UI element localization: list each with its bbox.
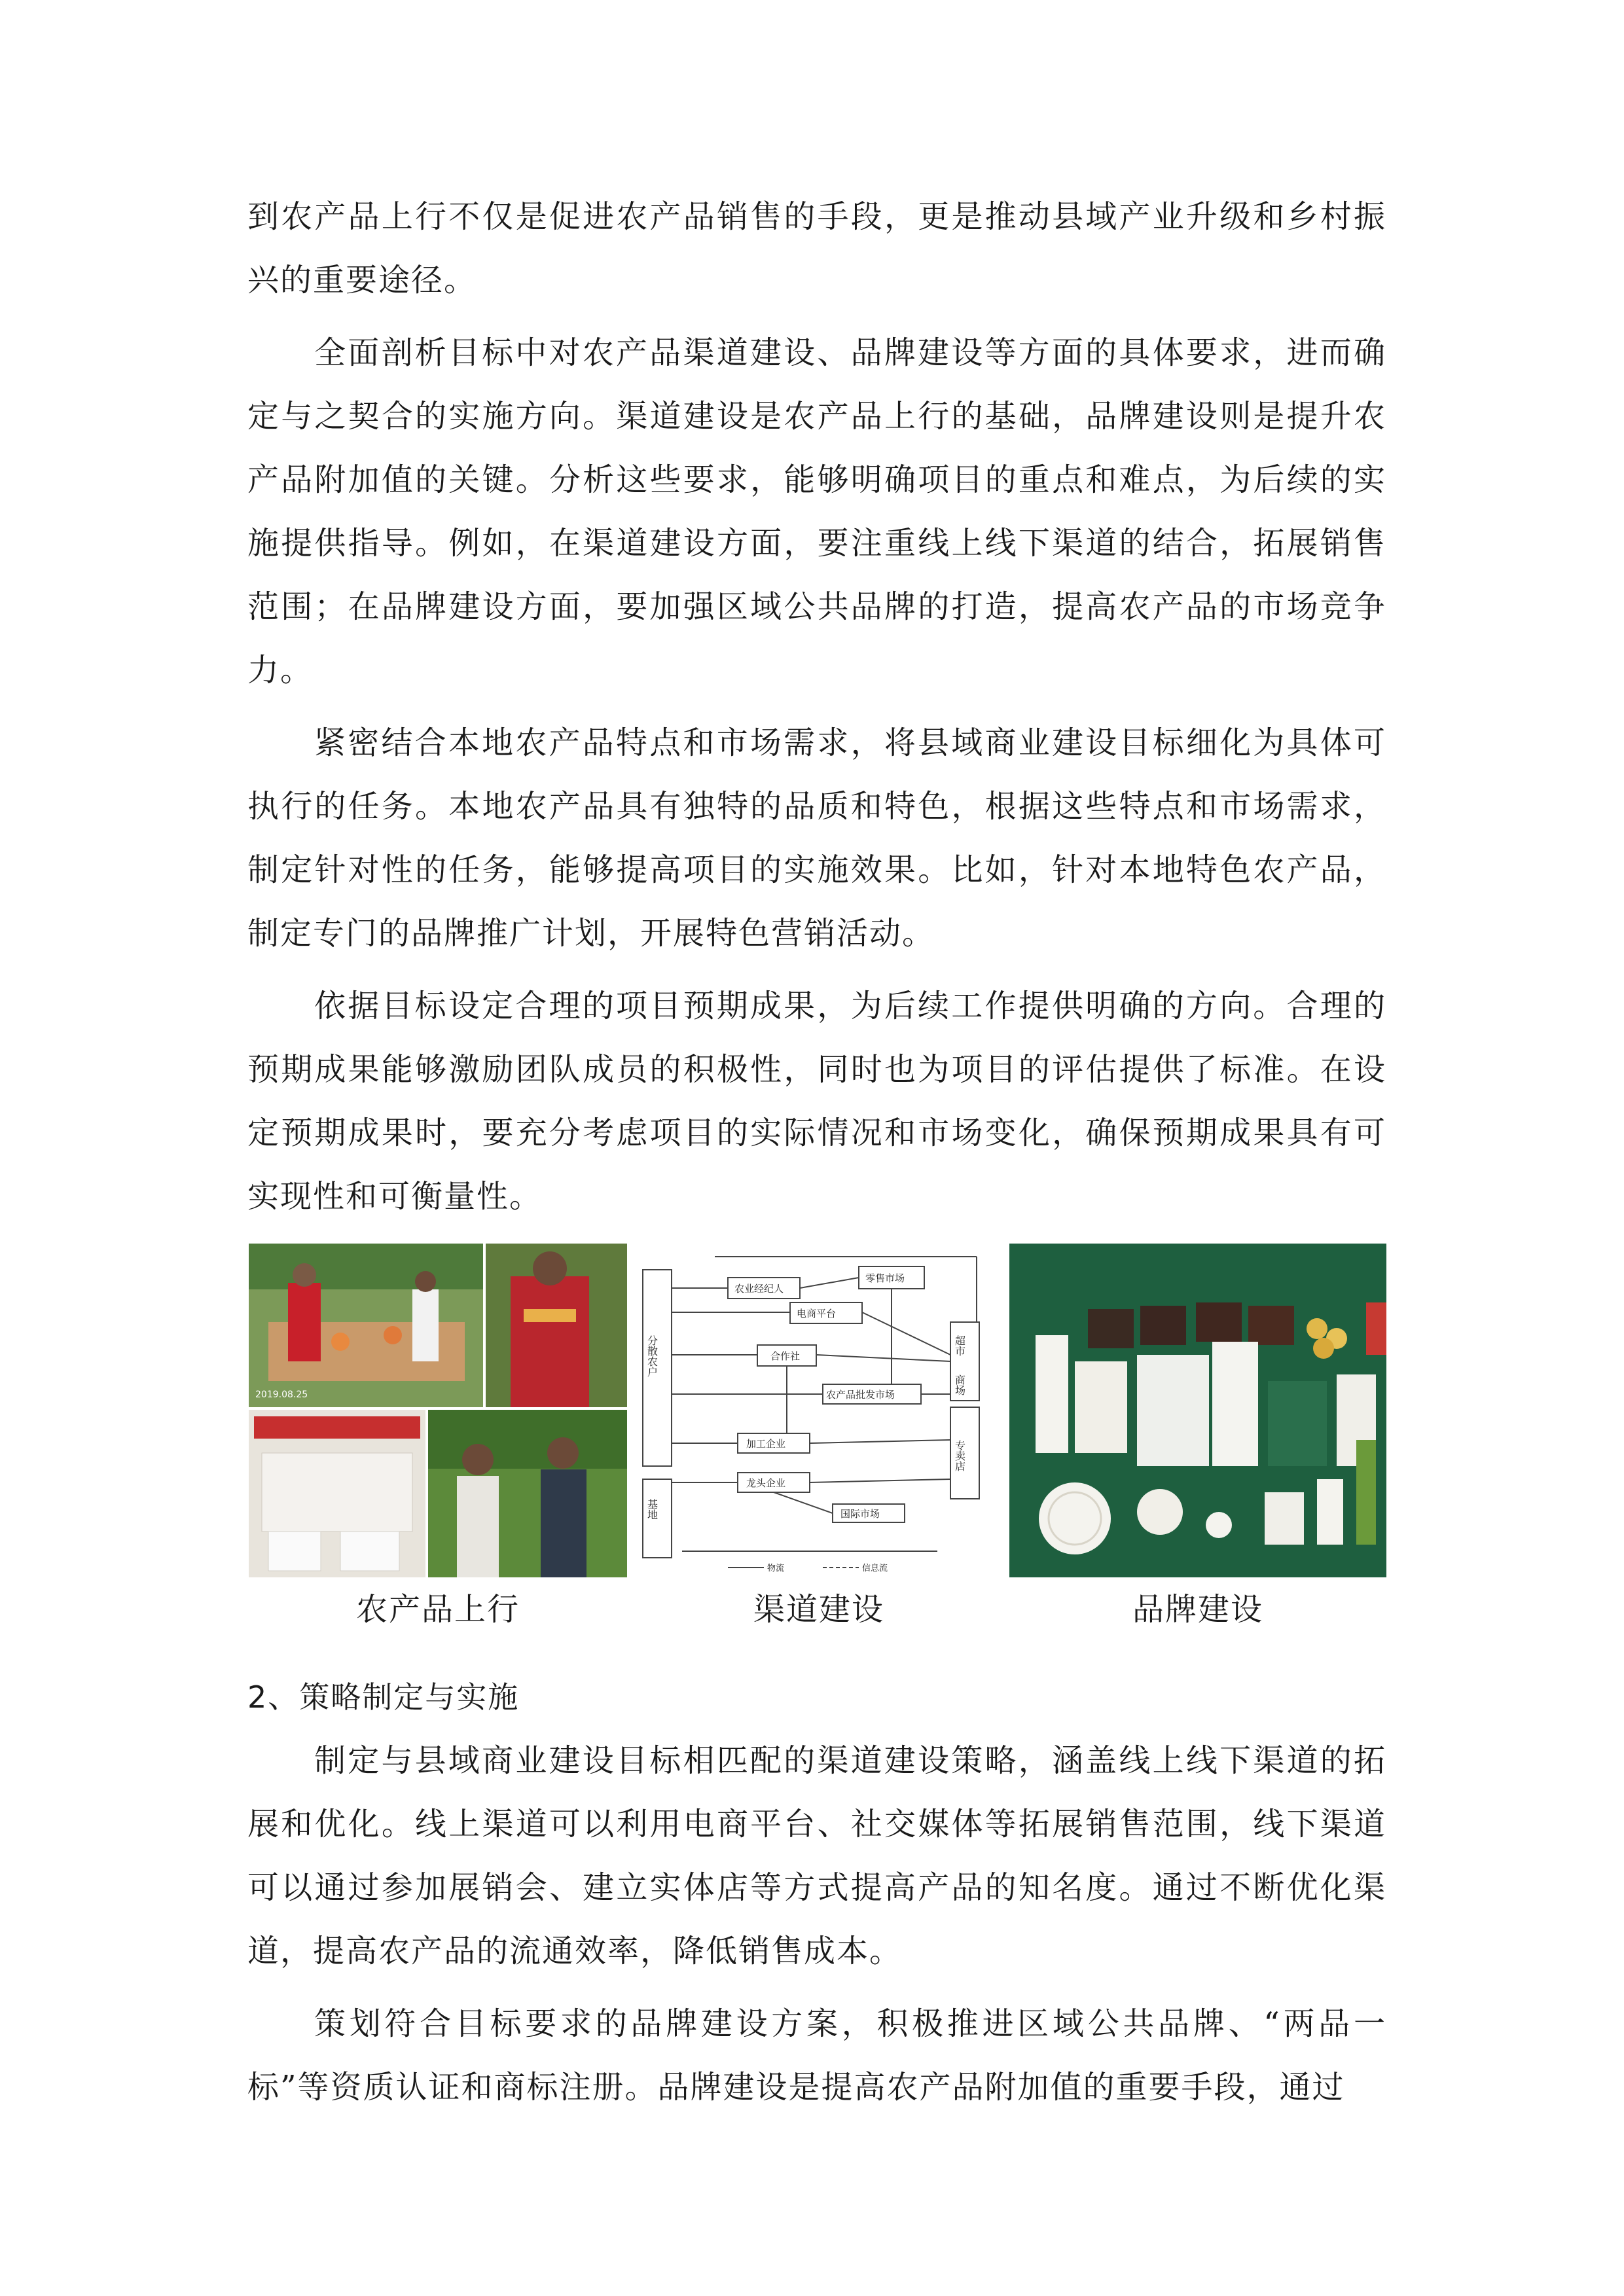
figure-strip [249, 1244, 1386, 1628]
brand-mockup [1009, 1244, 1386, 1577]
paragraph-continued: 到农产品上行不仅是促进农产品销售的手段，更是推动县域产业升级和乡村振兴的重要途径。 [247, 198, 1386, 298]
brand-mockup-image [1009, 1244, 1386, 1577]
diagram-node-broker: 农业经纪人 [734, 1283, 784, 1295]
photo-collage-image [249, 1244, 627, 1577]
flow-diagram-svg [630, 1244, 1008, 1577]
diagram-node-farmers: 分散农户 [645, 1335, 659, 1377]
diagram-node-retail: 零售市场 [865, 1272, 905, 1284]
diagram-node-ecommerce: 电商平台 [797, 1308, 837, 1319]
diagram-node-processing: 加工企业 [746, 1438, 786, 1450]
diagram-node-leading: 龙头企业 [746, 1477, 786, 1489]
paragraph-brand-plan: 策划符合目标要求的品牌建设方案，积极推进区域公共品牌、“两品一标”等资质认证和商标注册。品牌建设是提高农产品附加值的重要手段，通过 [247, 2005, 1386, 2106]
channel-flow-diagram [630, 1244, 1008, 1577]
section-heading: 2、策略制定与实施 [247, 1679, 520, 1715]
paragraph-outcomes: 依据目标设定合理的项目预期成果，为后续工作提供明确的方向。合理的预期成果能够激励团队成员的积极性，同时也为项目的评估提供了标准。在设定预期成果时，要充分考虑项目的实际情况和市场变化，确保预期成果具有可实现性和可衡量性。 [247, 988, 1386, 1215]
legend-logistics: 物流 [767, 1564, 785, 1573]
diagram-node-wholesale: 农产品批发市场 [826, 1389, 895, 1401]
diagram-node-specialty-store: 专卖店 [953, 1440, 966, 1471]
caption-agri-upstream: 农产品上行 [355, 1591, 520, 1628]
paragraph-tasks: 紧密结合本地农产品特点和市场需求，将县域商业建设目标细化为具体可执行的任务。本地农产品具有独特的品质和特色，根据这些特点和市场需求，制定针对性的任务，能够提高项目的实施效果。比如，针对本地特色农产品，制定专门的品牌推广计划，开展特色营销活动。 [247, 725, 1386, 952]
photo-date-stamp: 2019.08.25 [255, 1390, 308, 1400]
paragraph-requirements: 全面剖析目标中对农产品渠道建设、品牌建设等方面的具体要求，进而确定与之契合的实施方向。渠道建设是农产品上行的基础，品牌建设则是提升农产品附加值的关键。分析这些要求，能够明确项目的重点和难点，为后续的实施提供指导。例如，在渠道建设方面，要注重线上线下渠道的结合，拓展销售范围；在品牌建设方面，要加强区域公共品牌的打造，提高农产品的市场竞争力。 [247, 334, 1386, 689]
diagram-node-international: 国际市场 [840, 1508, 880, 1520]
diagram-node-base: 基地 [645, 1499, 659, 1520]
section-strategy [247, 1666, 1386, 2119]
caption-brand-building: 品牌建设 [1132, 1591, 1263, 1628]
paragraph-channel-strategy: 制定与县域商业建设目标相匹配的渠道建设策略，涵盖线上线下渠道的拓展和优化。线上渠道可以利用电商平台、社交媒体等拓展销售范围，线下渠道可以通过参加展销会、建立实体店等方式提高产品的知名度。通过不断优化渠道，提高农产品的流通效率，降低销售成本。 [247, 1742, 1386, 1969]
diagram-node-coop: 合作社 [770, 1350, 801, 1362]
caption-channel-building: 渠道建设 [753, 1591, 884, 1628]
upper-text-block [247, 185, 1386, 1229]
diagram-node-supermarket: 超市 [953, 1335, 966, 1356]
diagram-node-mall: 商场 [953, 1374, 966, 1395]
legend-info-flow: 信息流 [862, 1564, 888, 1573]
photo-collage [249, 1244, 627, 1577]
